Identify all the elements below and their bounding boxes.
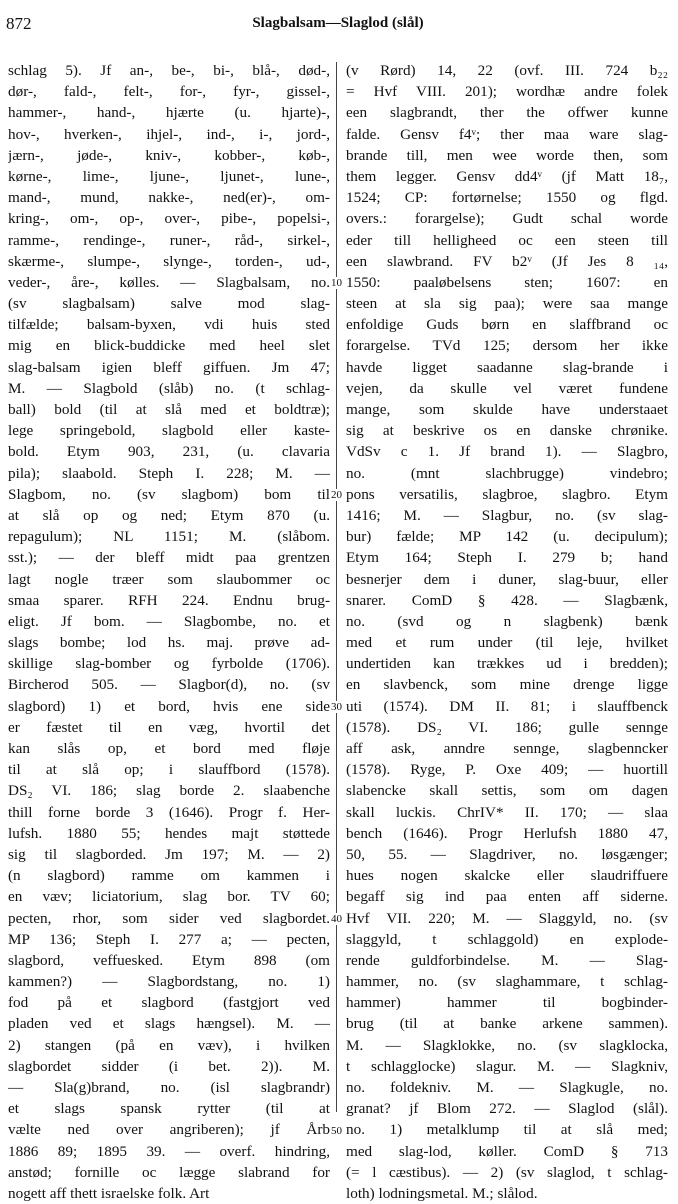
text-line: hammer) hammer til bogbinder- <box>346 994 668 1012</box>
text-line: uti (1574). DM II. 81; i slauffbenck <box>346 697 668 715</box>
text-line: slabencke skall settis, som om dagen <box>346 782 668 800</box>
line-number-marker: 50 <box>331 1125 342 1137</box>
text-line: falde. Gensv f4ᵛ; ther maa ware slag- <box>346 125 668 143</box>
text-line: besnerjer dem i duner, slag-buur, eller <box>346 570 668 588</box>
text-line: sig til slagborded. Jm 197; M. — 2) <box>8 845 330 863</box>
text-line: 2) stangen (på en væv), i hvilken <box>8 1036 330 1054</box>
text-line: pladen ved et slags hængsel). M. — <box>8 1015 330 1033</box>
text-line: jærn-, jøde-, kniv-, kobber-, køb-, <box>8 146 330 164</box>
text-line: fod på et slagbord (fastgjort ved <box>8 994 330 1012</box>
text-line: en slavbenck, som mine drenge ligge <box>346 676 668 694</box>
text-line: = Hvf VIII. 201); wordhæ andre folek <box>346 83 668 101</box>
text-line: steen at sla sig paa); were saa mange <box>346 295 668 313</box>
text-line: 1524; CP: fortørnelse; 1550 og flgd. <box>346 189 668 207</box>
text-line: Etym 164; Steph I. 279 b; hand <box>346 549 668 567</box>
text-line: en væv; liciatorium, slag bor. TV 60; <box>8 888 330 906</box>
text-line: no. (svd og n slagbenk) bænk <box>346 612 668 630</box>
running-title: Slagbalsam—Slaglod (slål) <box>252 15 424 31</box>
text-line: sst.); — der bleff midt paa grentzen <box>8 549 330 567</box>
text-line: thill forne borde 3 (1646). Progr f. Her- <box>8 803 330 821</box>
text-line: bench (1646). Progr Herlufsh 1880 47, <box>346 824 668 842</box>
text-line: t schlagglocke) slagur. M. — Slagkniv, <box>346 1057 668 1075</box>
text-line: kan slås op, et bord med fløje <box>8 740 330 757</box>
text-line: VdSv c 1. Jf brand 1). — Slagbro, <box>346 443 668 461</box>
text-line: skall luckis. ChrIV* II. 170; — slaa <box>346 803 668 821</box>
text-line: DS₂ VI. 186; slag borde 2. slaabenche <box>8 782 330 800</box>
line-number-marker: 40 <box>331 913 342 925</box>
text-line: at slå op og ned; Etym 870 (u. <box>8 506 330 524</box>
text-line: brande till, men wee worde then, som <box>346 146 668 164</box>
text-line: them legger. Gensv dd4ᵛ (jf Matt 18₇, <box>346 167 668 185</box>
text-line: vejen, da skulle vel været fundene <box>346 379 668 397</box>
text-line: — Sla(g)brand, no. (isl slagbrandr) <box>8 1079 330 1096</box>
text-line: veder-, åre-, kølles. — Slagbalsam, no. <box>8 273 330 291</box>
text-line: M. — Slagbold (slåb) no. (t schlag- <box>8 379 330 397</box>
text-line: eder till hellighееd oc een steen till <box>346 231 668 249</box>
text-line: slagbord) 1) et bord, hvis ene side <box>8 697 330 715</box>
line-number-marker: 30 <box>331 701 342 713</box>
text-line: no. 1) metalklump til at slå med; <box>346 1121 668 1139</box>
text-line: ball) bold (til at slå med et boldtræ); <box>8 401 330 418</box>
text-line: undertiden kan trækkes ud i bredden); <box>346 655 668 673</box>
text-line: mange, som skulde have understaaet <box>346 401 668 418</box>
text-line: schlag 5). Jf an-, be-, bi-, blå-, død-, <box>8 62 330 79</box>
text-line: lufsh. 1880 55; hendes majt støttede <box>8 824 330 842</box>
text-line: slagbordet sidder (i bet. 2)). M. <box>8 1057 330 1075</box>
text-line: (= l cæstibus). — 2) (sv slaglod, t schlag- <box>346 1163 668 1181</box>
text-line: kørne-, lime-, ljune-, ljunet-, lune-, <box>8 167 330 185</box>
text-line: hammer-, hand-, hjærte (u. hjarte)-, <box>8 104 330 122</box>
text-line: 50, 55. — Slagdriver, no. løsgænger; <box>346 845 668 863</box>
text-line: hov-, hverken-, ihjel-, ind-, i-, jord-, <box>8 125 330 143</box>
text-line: sig at beskrive os en danske chrønike. <box>346 422 668 440</box>
text-line: et slags spansk rytter (til at <box>8 1100 330 1118</box>
text-line: 1550: paaløbelsens sten; 1607: en <box>346 273 668 291</box>
text-line: bold. Etym 903, 231, (u. clavaria <box>8 443 330 461</box>
text-line: bur) fælde; MP 142 (u. decipulum); <box>346 528 668 546</box>
text-line: eligt. Jf bom. — Slagbombe, no. et <box>8 612 330 630</box>
text-line: no. (mnt slachbrugge) vindebro; <box>346 464 668 482</box>
text-line: forargelse. TVd 125; dersom her ikke <box>346 337 668 355</box>
text-line: ramme-, rendinge-, runer-, råd-, sirkel-, <box>8 231 330 249</box>
text-line: slags bombe; lod hs. maj. prøve ad- <box>8 634 330 652</box>
text-line: (v Rørd) 14, 22 (ovf. III. 724 b₂₂ <box>346 62 668 79</box>
text-line: nogett aff thett israelske folk. Art <box>8 1184 210 1202</box>
column-divider <box>336 62 337 1112</box>
text-line: slaggyld, t schlaggold) en explode- <box>346 930 668 948</box>
text-line: pila); slaabold. Steph I. 228; M. — <box>8 464 330 482</box>
text-line: een slagbrandt, ther the offwer kunne <box>346 104 668 122</box>
text-line: granat? jf Blom 272. — Slaglod (slål). <box>346 1100 668 1118</box>
text-line: hammer, no. (sv slaghammare, t schlag- <box>346 973 668 991</box>
text-line: (1578). DS₂ VI. 186; gulle sennge <box>346 718 668 736</box>
page-header <box>6 14 670 38</box>
text-line: een slawbrand. FV b2ᵛ (Jf Jes 8 ₁₄, <box>346 252 668 270</box>
text-line: 1416; M. — Slagbur, no. (sv slag- <box>346 506 668 524</box>
left-column <box>8 60 330 1204</box>
text-line: pons versatilis, slagbroe, slagbro. Etym <box>346 485 668 503</box>
text-line: havde ligget saadanne slag-brande i <box>346 358 668 376</box>
text-line: hues nogen skalcke eller slaudriffuere <box>346 867 668 885</box>
text-line: mand-, mund, nakke-, ned(er)-, om- <box>8 189 330 207</box>
text-line: loth) lodningsmetal. M.; slålod. <box>346 1184 538 1202</box>
text-line: slagbord, veffuesked. Etym 898 (om <box>8 951 330 969</box>
text-line: anstød; fornille oc lægge slabrand for <box>8 1163 330 1181</box>
text-line: Bircherod 505. — Slagbor(d), no. (sv <box>8 676 330 694</box>
text-line: pecten, rhor, som sider ved slagbordet. <box>8 909 330 927</box>
text-line: kammen?) — Slagbordstang, no. 1) <box>8 973 330 991</box>
text-line: lege springebold, slagbold eller kaste- <box>8 422 330 440</box>
text-line: enfoldige Guds børn en slaffbrand oc <box>346 316 668 334</box>
text-line: er fæstet til en væg, hvortil det <box>8 718 330 736</box>
text-line: med et rum under (til leje, hvilket <box>346 634 668 652</box>
text-line: dør-, fald-, felt-, for-, fyr-, gissel-, <box>8 83 330 101</box>
text-line: Slagbom, no. (sv slagbom) bom til <box>8 485 330 503</box>
text-line: (sv slagbalsam) salve mod slag- <box>8 295 330 313</box>
text-line: (1578). Ryge, P. Oxe 409; — huortill <box>346 761 668 779</box>
text-line: skillige slag-bomber og fyrbolde (1706). <box>8 655 330 673</box>
text-line: Hvf VII. 220; M. — Slaggyld, no. (sv <box>346 909 668 927</box>
text-line: snarer. ComD § 428. — Slagbænk, <box>346 591 668 609</box>
text-line: M. — Slagklokke, no. (sv slagklocka, <box>346 1036 668 1054</box>
text-line: smaa sparer. RFH 224. Endnu brug- <box>8 591 330 609</box>
text-line: mig en blick-buddicke med heel slet <box>8 337 330 355</box>
line-number-marker: 20 <box>331 489 342 501</box>
text-line: overs.: forargelse); Gudt schal worde <box>346 210 668 228</box>
right-column <box>346 60 668 1204</box>
line-number-marker: 10 <box>331 277 342 289</box>
text-line: kring-, om-, op-, over-, pibe-, popelsi-, <box>8 210 330 228</box>
text-line: rende guldforbindelse. M. — Slag- <box>346 951 668 969</box>
text-line: lagt nogle træer som slaubommer oc <box>8 570 330 588</box>
text-line: MP 136; Steph I. 277 a; — pecten, <box>8 930 330 948</box>
text-line: (n slagbord) ramme om kammen i <box>8 867 330 885</box>
text-line: vælte ned over angriberen); jf Årb <box>8 1121 330 1139</box>
text-line: slag-balsam igien bleff giffuen. Jm 47; <box>8 358 330 376</box>
text-line: aff ask, anndre sennge, slagbenncker <box>346 740 668 757</box>
page-number: 872 <box>6 14 32 33</box>
text-line: repagulum); NL 1151; M. (slåbom. <box>8 528 330 546</box>
text-line: 1886 89; 1895 39. — overf. hindring, <box>8 1142 330 1160</box>
text-line: tilfælde; balsam-byxen, vdi huis sted <box>8 316 330 334</box>
text-line: skærme-, slumpe-, slynge-, torden-, ud-, <box>8 252 330 270</box>
text-line: til at slå op; i slauffbord (1578). <box>8 761 330 779</box>
text-line: med slag-lod, køller. ComD § 713 <box>346 1142 668 1160</box>
text-line: brug (til at banke arkene sammen). <box>346 1015 668 1033</box>
text-line: begaff sig ind paa enten aff siderne. <box>346 888 668 906</box>
text-line: no. foldekniv. M. — Slagkugle, no. <box>346 1079 668 1096</box>
